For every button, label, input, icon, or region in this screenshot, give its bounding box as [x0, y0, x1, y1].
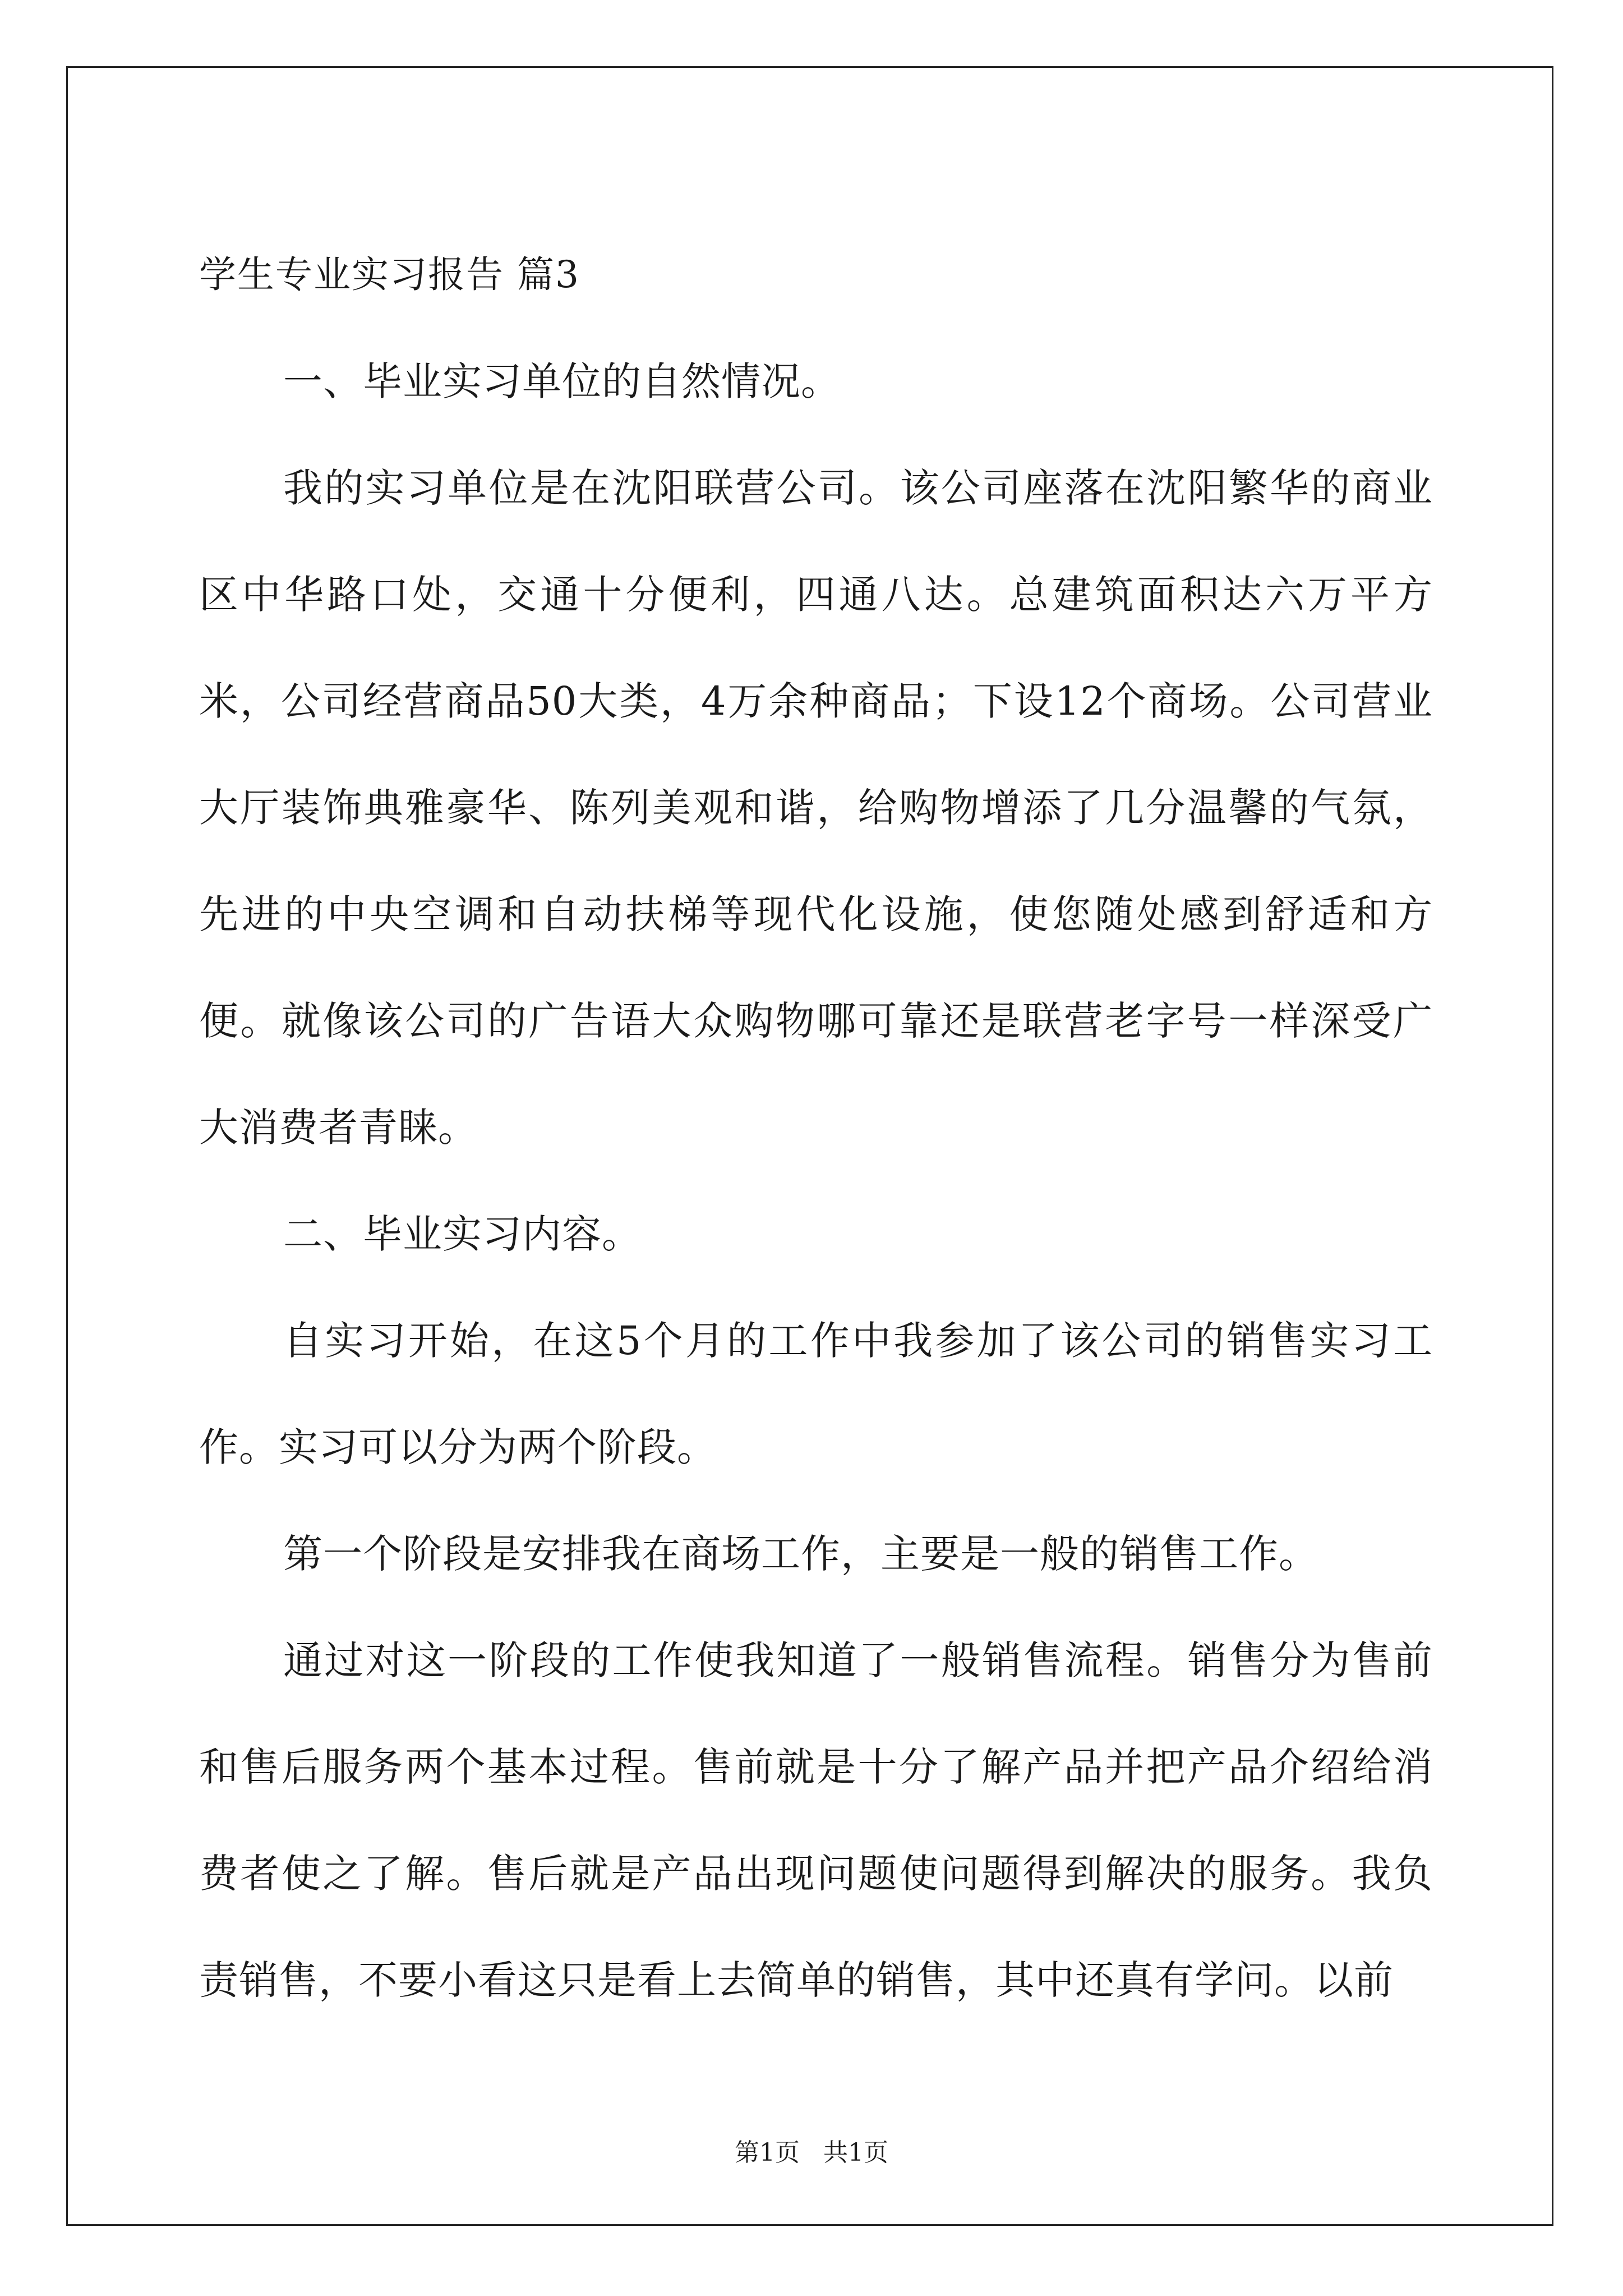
paragraph-first-stage: 第一个阶段是安排我在商场工作，主要是一般的销售工作。	[283, 1531, 1318, 1577]
document-title: 学生专业实习报告 篇3	[199, 253, 580, 296]
paragraph-internship-overview: 自实习开始，在这5个月的工作中我参加了该公司的销售实习工作。实习可以分为两个阶段。	[199, 1318, 1433, 1470]
paragraph-sales-process: 通过对这一阶段的工作使我知道了一般销售流程。销售分为售前和售后服务两个基本过程。售前就是十分了解产品并把产品介绍给消费者使之了解。售后就是产品出现问题使问题得到解决的服务。我负责销售，不要小看这只是看上去简单的销售，其中还真有学问。以前	[199, 1637, 1433, 2003]
document-body	[199, 222, 1433, 2033]
paragraph-section-2-heading: 二、毕业实习内容。	[283, 1211, 642, 1257]
paragraph-section-1-heading: 一、毕业实习单位的自然情况。	[283, 358, 841, 404]
page-footer: 第1页 共1页	[735, 2138, 888, 2167]
paragraph-company-description: 我的实习单位是在沈阳联营公司。该公司座落在沈阳繁华的商业区中华路口处，交通十分便利，四通八达。总建筑面积达六万平方米，公司经营商品50大类，4万余种商品；下设12个商场。公司营业大厅装饰典雅豪华、陈列美观和谐，给购物增添了几分温馨的气氛，先进的中央空调和自动扶梯等现代化设施，使您随处感到舒适和方便。就像该公司的广告语大众购物哪可靠还是联营老字号一样深受广大消费者青睐。	[199, 465, 1433, 1151]
